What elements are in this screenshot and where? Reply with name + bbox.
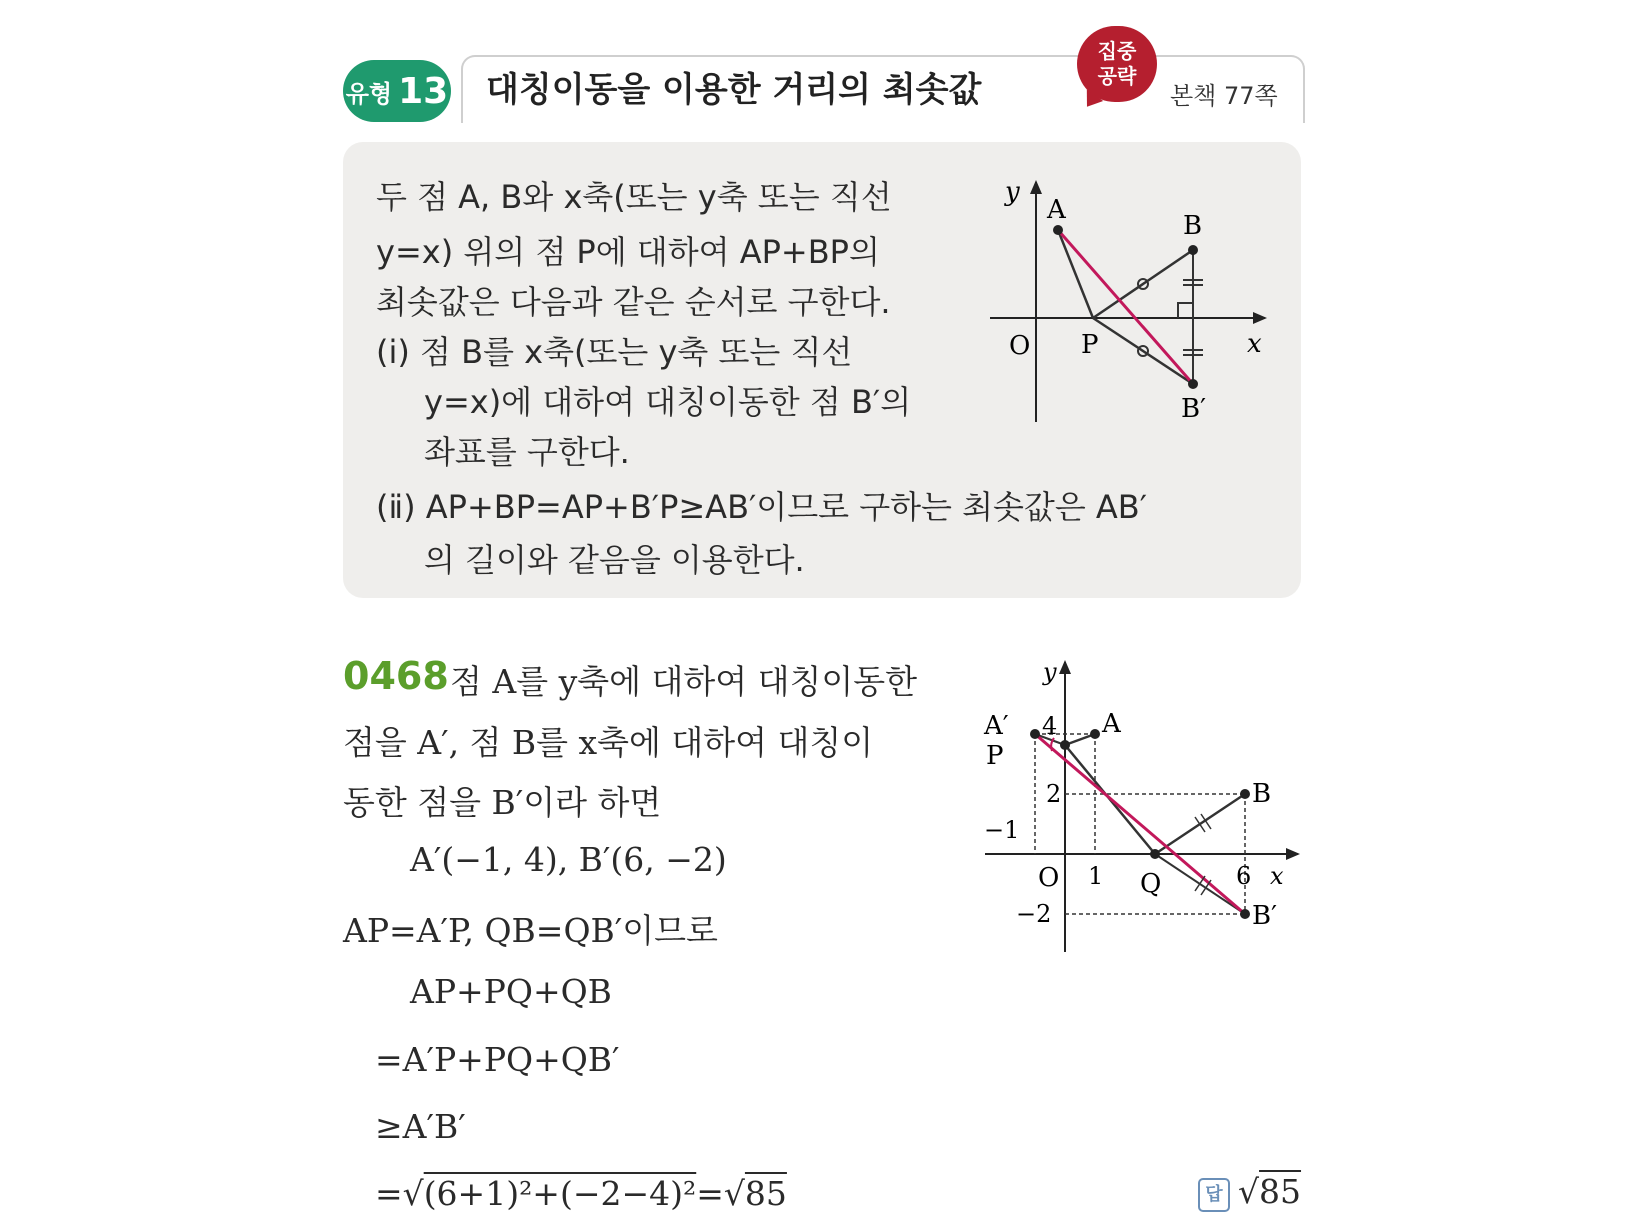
tick-2: 2 xyxy=(1046,780,1062,808)
concept-label-P: P xyxy=(1081,330,1099,360)
answer-icon: 답 xyxy=(1198,1178,1230,1212)
problem-line-3: 동한 점을 B′이라 하면 xyxy=(343,783,662,822)
problem-line-1: 점 A를 y축에 대하여 대칭이동한 xyxy=(450,662,917,701)
focus-badge xyxy=(1077,26,1157,102)
concept-step-1b: y=x)에 대하여 대칭이동한 점 B′의 xyxy=(424,383,912,421)
problem-eq-3: =A′P+PQ+QB′ xyxy=(375,1040,620,1079)
type-badge-number: 13 xyxy=(398,70,449,112)
label-B: B xyxy=(1252,779,1272,809)
tick-4: 4 xyxy=(1042,712,1058,740)
type-badge-label: 유형 xyxy=(345,79,393,108)
problem-coords: A′(−1, 4), B′(6, −2) xyxy=(410,840,727,879)
eq5-radicand: (6+1)²+(−2−4)² xyxy=(423,1174,697,1213)
label-A: A xyxy=(1102,709,1121,739)
sqrt-sign-icon: √ xyxy=(402,1174,424,1213)
eq5-equals-2: = xyxy=(696,1174,724,1213)
point-B xyxy=(1240,789,1250,799)
segment-AB-prime xyxy=(1058,230,1193,384)
point-B xyxy=(1188,245,1198,255)
concept-y-label: y xyxy=(1005,177,1020,207)
label-Q: Q xyxy=(1140,869,1162,899)
tick-1: 1 xyxy=(1088,862,1104,890)
problem-origin-label: O xyxy=(1038,863,1060,893)
section-title: 대칭이동을 이용한 거리의 최솟값 xyxy=(486,70,982,110)
tick-minus-1: −1 xyxy=(984,816,1020,844)
sqrt-sign-icon-2: √ xyxy=(723,1174,745,1213)
concept-line-2: y=x) 위의 점 P에 대하여 AP+BP의 xyxy=(376,233,880,271)
concept-x-label: x xyxy=(1247,329,1262,359)
point-Q xyxy=(1150,849,1160,859)
concept-line-1: 두 점 A, B와 x축(또는 y축 또는 직선 xyxy=(376,178,892,216)
point-B-prime xyxy=(1188,379,1198,389)
tick-6: 6 xyxy=(1236,862,1252,890)
concept-step-1c: 좌표를 구한다. xyxy=(424,433,630,471)
focus-badge-line1: 집중 xyxy=(1097,39,1137,63)
right-angle-mark xyxy=(1178,303,1193,318)
eq5-equals: = xyxy=(375,1174,403,1213)
page-reference: 본책 77쪽 xyxy=(1170,82,1278,110)
problem-eq-4: ≥A′B′ xyxy=(375,1107,466,1146)
concept-origin-label: O xyxy=(1009,331,1031,361)
answer-sqrt-icon: √ xyxy=(1238,1172,1260,1211)
concept-label-B-prime: B′ xyxy=(1181,394,1207,424)
concept-label-B: B xyxy=(1183,211,1203,241)
problem-graph xyxy=(980,652,1310,962)
point-A xyxy=(1090,729,1100,739)
concept-line-3: 최솟값은 다음과 같은 순서로 구한다. xyxy=(376,283,891,321)
problem-eq-5 xyxy=(375,1174,787,1213)
tick-minus-2: −2 xyxy=(1016,900,1052,928)
segment-AP xyxy=(1058,230,1093,318)
problem-number: 0468 xyxy=(343,654,449,698)
label-A-prime: A′ xyxy=(984,711,1009,741)
problem-y-label: y xyxy=(1043,658,1057,686)
concept-step-1a: (ⅰ) 점 B를 x축(또는 y축 또는 직선 xyxy=(376,333,853,371)
point-A xyxy=(1053,225,1063,235)
answer-radicand: 85 xyxy=(1259,1172,1302,1211)
concept-step-2b: 의 길이와 같음을 이용한다. xyxy=(424,541,805,579)
problem-x-label: x xyxy=(1270,862,1284,890)
type-badge xyxy=(343,60,451,122)
problem-eq-2: AP+PQ+QB xyxy=(410,972,612,1011)
concept-graph xyxy=(985,172,1275,432)
answer-value xyxy=(1238,1172,1301,1211)
focus-badge-line2: 공략 xyxy=(1097,64,1137,88)
label-B-prime: B′ xyxy=(1252,901,1278,931)
point-B-prime xyxy=(1240,909,1250,919)
problem-line-2: 점을 A′, 점 B를 x축에 대하여 대칭이 xyxy=(343,723,874,762)
concept-label-A: A xyxy=(1047,195,1066,225)
concept-step-2a: (ⅱ) AP+BP=AP+B′P≥AB′이므로 구하는 최솟값은 AB′ xyxy=(376,488,1148,526)
point-P xyxy=(1060,740,1070,750)
point-A-prime xyxy=(1030,729,1040,739)
eq5-radicand-2: 85 xyxy=(744,1174,787,1213)
label-P: P xyxy=(986,741,1004,771)
problem-eq-1: AP=A′P, QB=QB′이므로 xyxy=(343,911,718,950)
